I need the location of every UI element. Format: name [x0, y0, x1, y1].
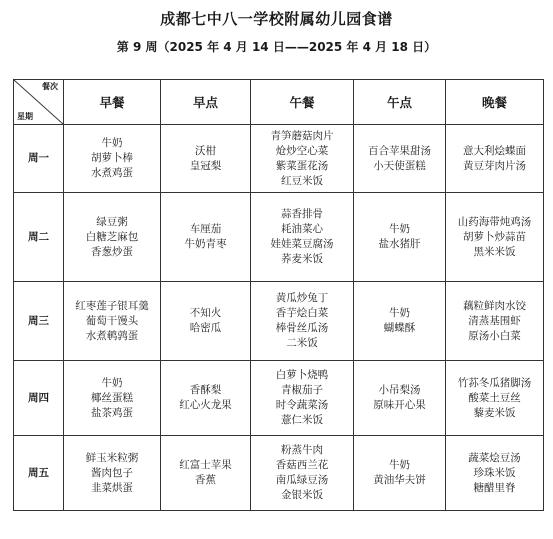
dish-item: 紫菜蛋花汤 — [275, 159, 329, 172]
dish-item: 原味开心果 — [373, 399, 426, 411]
dish-item: 鲜玉米粒粥 — [85, 451, 139, 464]
afternoon-snack-cell — [354, 125, 446, 193]
dinner-cell — [446, 282, 544, 361]
weekday-cell: 周三 — [14, 282, 64, 361]
dish-item: 香葱炒蛋 — [91, 245, 133, 258]
dish-item: 白萝卜烧鸭 — [275, 369, 329, 381]
dish-item: 牛奶 — [389, 223, 410, 235]
weekday-cell: 周二 — [14, 193, 64, 282]
morning-snack-cell — [161, 125, 251, 193]
dish-item: 酱肉包子 — [91, 466, 133, 479]
dish-item: 胡萝卜棒 — [91, 152, 133, 164]
breakfast-cell — [64, 125, 161, 193]
dish-item: 南瓜绿豆汤 — [275, 474, 329, 486]
table-row — [14, 125, 544, 193]
dish-item: 水煮鹌鹑蛋 — [85, 329, 139, 342]
dish-item: 黑米米饭 — [473, 245, 516, 258]
dish-item: 香酥梨 — [189, 384, 222, 396]
dish-item: 牛奶 — [101, 137, 123, 149]
weekday-cell: 周四 — [14, 361, 64, 436]
dish-item: 红富士苹果 — [179, 459, 232, 471]
dish-item: 沃柑 — [195, 144, 216, 157]
breakfast-cell — [64, 436, 161, 511]
page-title: 成都七中八一学校附属幼儿园食谱 — [160, 10, 393, 28]
dish-item: 青椒茄子 — [281, 384, 323, 396]
morning-snack-cell — [161, 436, 251, 511]
dish-item: 椰丝蛋糕 — [91, 391, 133, 404]
breakfast-cell — [64, 361, 161, 436]
dish-item: 香菇西兰花 — [275, 459, 329, 471]
dish-item: 不知火 — [189, 307, 222, 319]
morning-snack-cell — [161, 282, 251, 361]
dish-item: 韭菜烘蛋 — [91, 481, 133, 494]
dish-item: 皇冠梨 — [189, 159, 222, 172]
dish-item: 小天使蛋糕 — [373, 159, 426, 172]
dish-item: 盐水猪肝 — [378, 238, 421, 250]
weekday-cell: 周五 — [14, 436, 64, 511]
dish-item: 车厘茄 — [189, 223, 222, 235]
dish-item: 原汤小白菜 — [468, 329, 521, 342]
menu-table — [13, 79, 544, 511]
dish-item: 蝴蝶酥 — [383, 322, 416, 334]
dish-item: 百合苹果甜汤 — [368, 144, 431, 157]
dish-item: 藜麦米饭 — [473, 406, 516, 419]
dish-item: 蔬菜烩豆汤 — [468, 451, 521, 464]
header-afternoon-snack: 午点 — [354, 80, 446, 125]
dish-item: 薏仁米饭 — [281, 414, 323, 426]
dish-item: 粉蒸牛肉 — [281, 444, 323, 456]
dish-item: 荞麦米饭 — [281, 253, 323, 265]
dish-item: 黄油华夫饼 — [373, 474, 426, 486]
afternoon-snack-cell — [354, 282, 446, 361]
dish-item: 小吊梨汤 — [378, 384, 421, 396]
dish-item: 葡萄干馒头 — [85, 314, 139, 327]
breakfast-cell — [64, 282, 161, 361]
dish-item: 清蒸基围虾 — [468, 314, 521, 327]
corner-label-meal: 餐次 — [42, 82, 58, 91]
dish-item: 牛奶青枣 — [184, 238, 227, 250]
lunch-cell — [251, 193, 354, 282]
dish-item: 时令蔬菜汤 — [275, 399, 329, 411]
dish-item: 绿豆粥 — [96, 215, 128, 228]
morning-snack-cell — [161, 361, 251, 436]
menu-body — [14, 125, 544, 511]
dinner-cell — [446, 193, 544, 282]
dish-item: 盐茶鸡蛋 — [91, 406, 133, 419]
dish-item: 棒骨丝瓜汤 — [275, 322, 329, 334]
corner-header-cell — [14, 80, 64, 125]
corner-label-weekday: 星期 — [17, 112, 33, 121]
header-morning-snack: 早点 — [161, 80, 251, 125]
dish-item: 红豆米饭 — [281, 174, 323, 187]
lunch-cell — [251, 282, 354, 361]
dish-item: 糖醋里脊 — [473, 481, 516, 494]
dish-item: 香蕉 — [195, 474, 216, 486]
afternoon-snack-cell — [354, 193, 446, 282]
weekday-cell: 周一 — [14, 125, 64, 193]
table-row — [14, 361, 544, 436]
dish-item: 白糖芝麻包 — [85, 230, 139, 243]
dinner-cell — [446, 436, 544, 511]
morning-snack-cell — [161, 193, 251, 282]
dish-item: 意大利烩蝶面 — [463, 144, 526, 157]
dish-item: 金银米饭 — [281, 489, 323, 501]
breakfast-cell — [64, 193, 161, 282]
dish-item: 香芋烩白菜 — [275, 307, 329, 319]
dinner-cell — [446, 125, 544, 193]
header-lunch: 午餐 — [251, 80, 354, 125]
dish-item: 青笋蘑菇肉片 — [270, 129, 334, 142]
dish-item: 山药海带炖鸡汤 — [457, 215, 532, 228]
dish-item: 黄瓜炒兔丁 — [275, 292, 329, 304]
dish-item: 竹荪冬瓜猪脚汤 — [457, 376, 532, 389]
header-breakfast: 早餐 — [64, 80, 161, 125]
dish-item: 蒜香排骨 — [281, 208, 323, 220]
lunch-cell — [251, 125, 354, 193]
dish-item: 黄豆芽肉片汤 — [463, 159, 526, 172]
dish-item: 红枣莲子银耳羹 — [75, 299, 149, 312]
dish-item: 红心火龙果 — [179, 399, 232, 411]
lunch-cell — [251, 436, 354, 511]
week-subtitle: 第 9 周（2025 年 4 月 14 日——2025 年 4 月 18 日） — [116, 40, 437, 54]
dish-item: 二米饭 — [286, 337, 318, 349]
dish-item: 娃娃菜豆腐汤 — [270, 238, 334, 250]
dish-item: 珍珠米饭 — [473, 466, 516, 479]
table-row — [14, 193, 544, 282]
dish-item: 耗油菜心 — [281, 223, 323, 235]
header-row — [14, 80, 544, 125]
dish-item: 酸菜土豆丝 — [468, 391, 521, 404]
header-dinner: 晚餐 — [446, 80, 544, 125]
dish-item: 胡萝卜炒蒜苗 — [463, 230, 526, 243]
dish-item: 藕粒鲜肉水饺 — [463, 299, 526, 312]
dish-item: 炝炒空心菜 — [275, 144, 329, 157]
dish-item: 哈密瓜 — [189, 322, 222, 334]
table-row — [14, 436, 544, 511]
dish-item: 牛奶 — [389, 307, 410, 319]
dinner-cell — [446, 361, 544, 436]
afternoon-snack-cell — [354, 436, 446, 511]
dish-item: 水煮鸡蛋 — [91, 167, 133, 179]
dish-item: 牛奶 — [389, 459, 410, 471]
lunch-cell — [251, 361, 354, 436]
table-row — [14, 282, 544, 361]
afternoon-snack-cell — [354, 361, 446, 436]
dish-item: 牛奶 — [101, 376, 123, 389]
